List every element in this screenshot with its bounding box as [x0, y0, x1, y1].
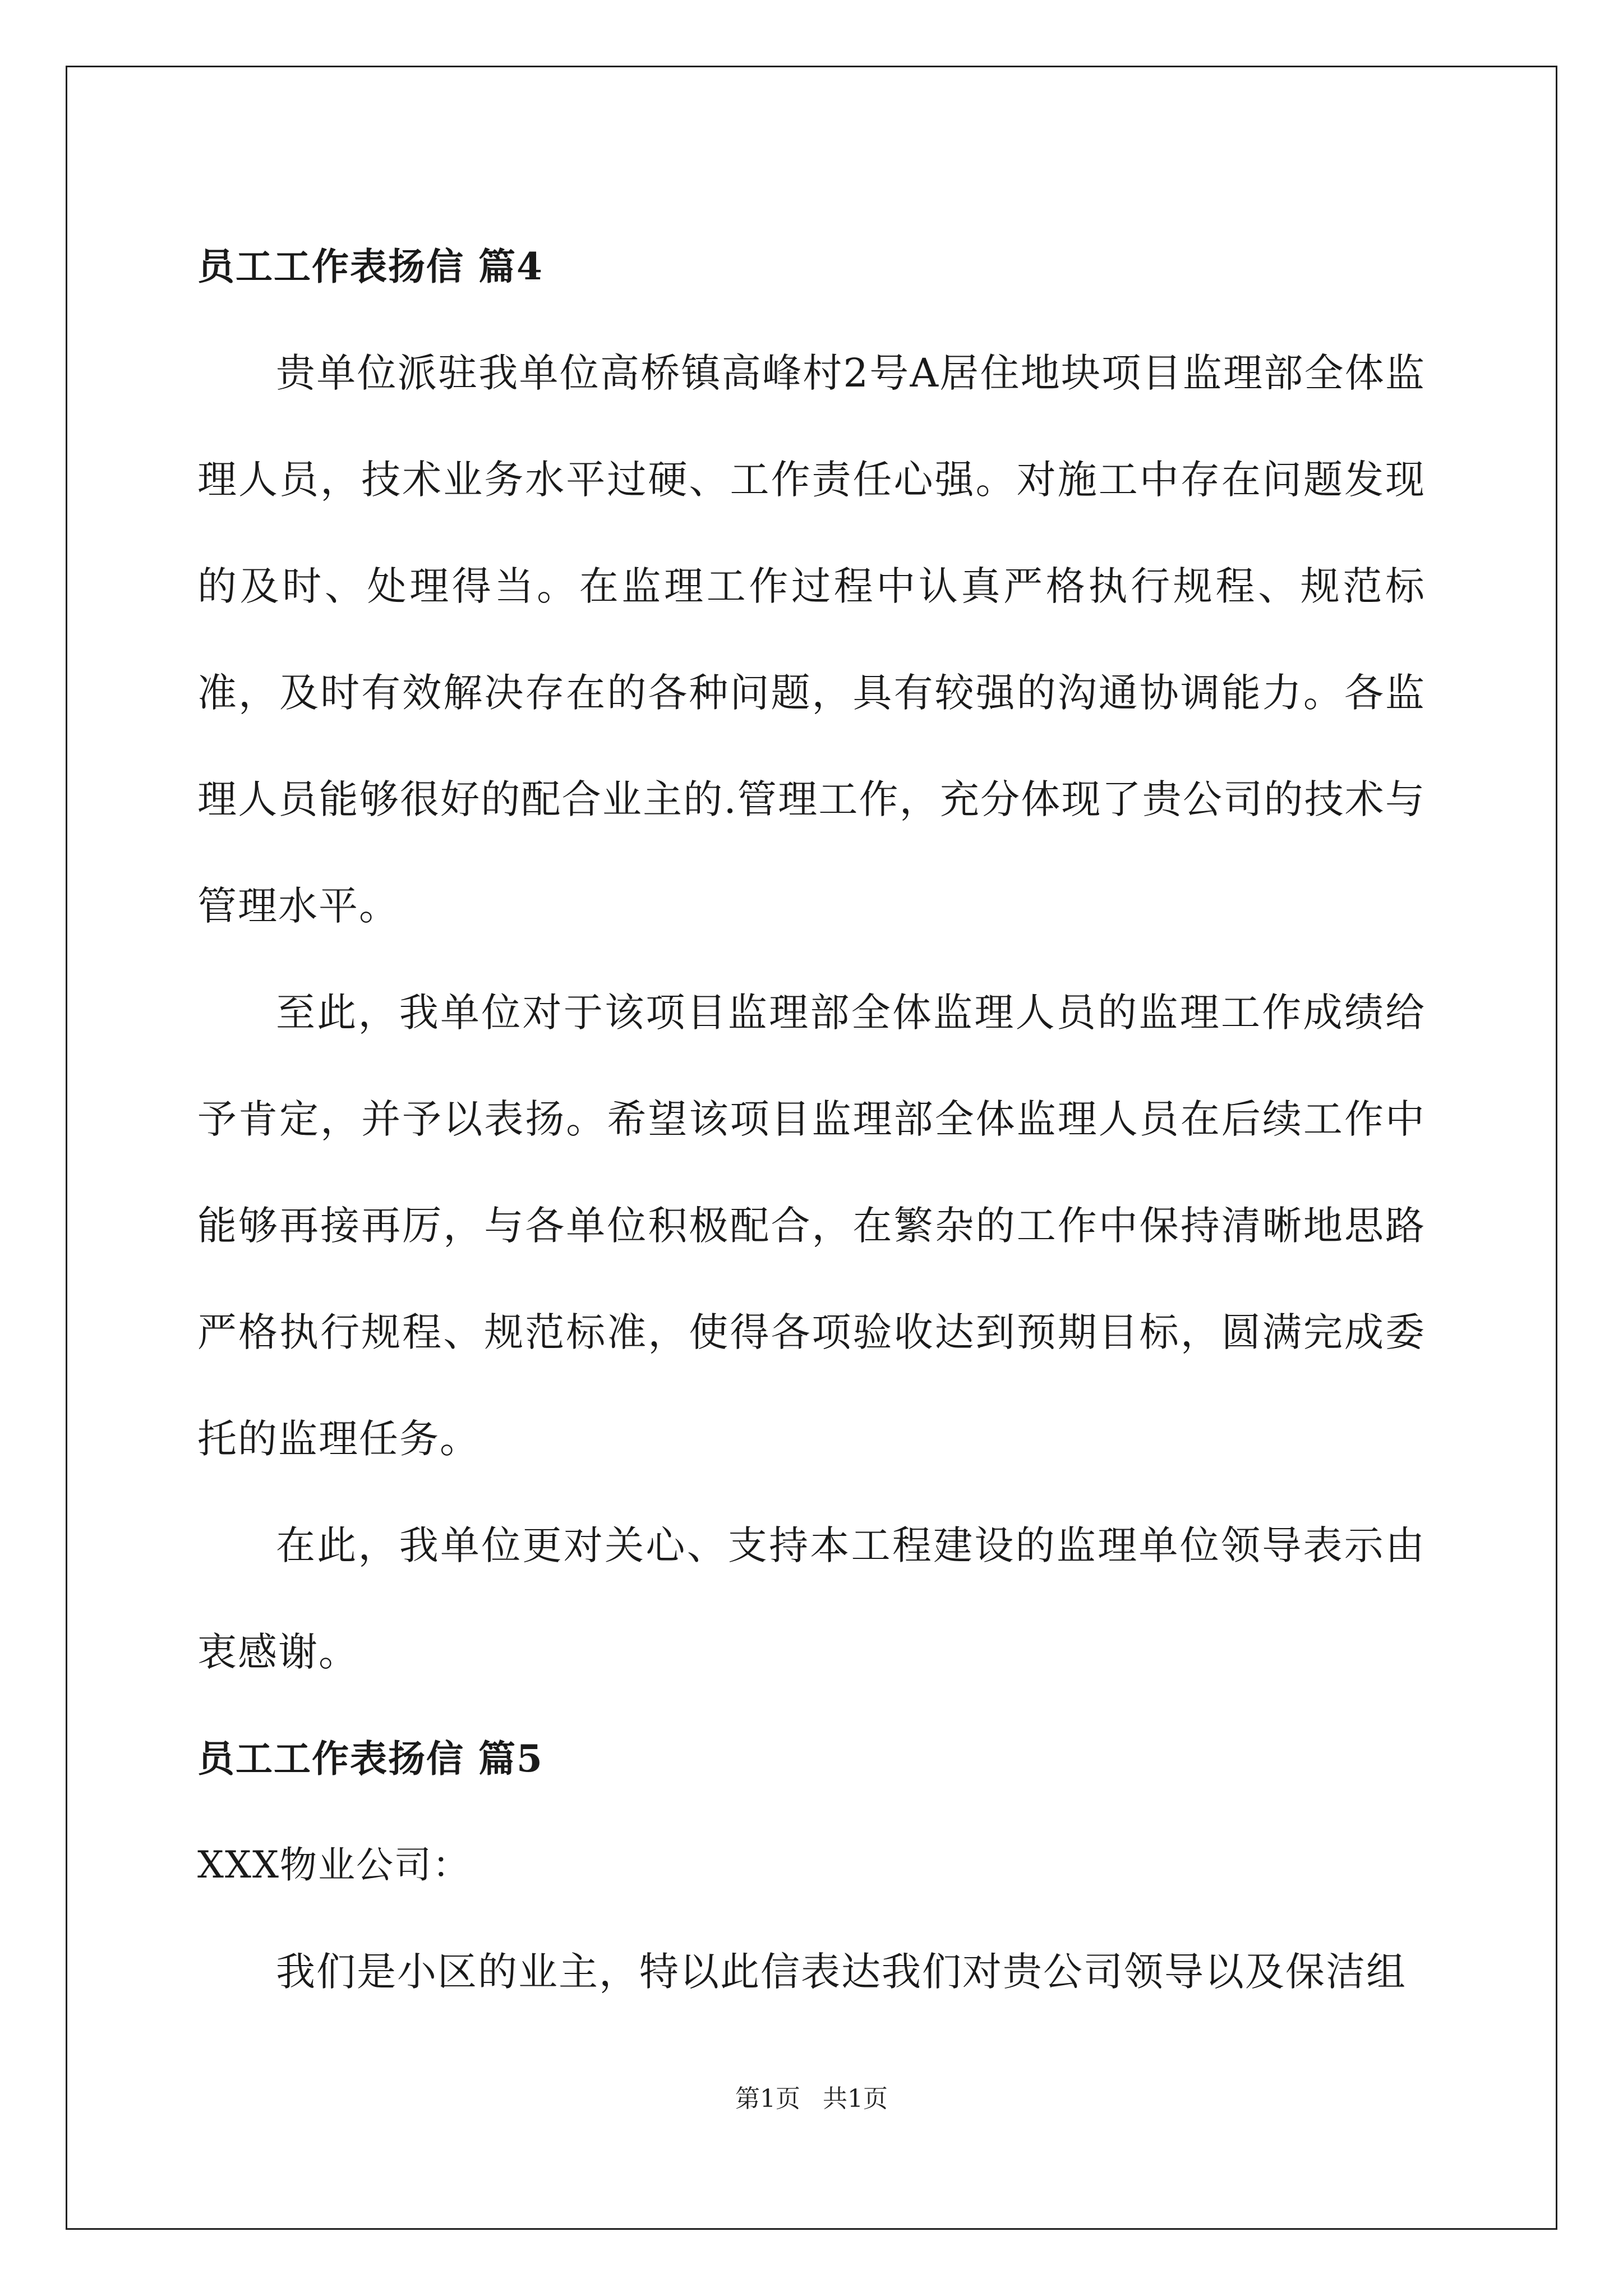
paragraph: 至此，我单位对于该项目监理部全体监理人员的监理工作成绩给予肯定，并予以表扬。希望该项目监理部全体监理人员在后续工作中能够再接再厉，与各单位积极配合，在繁杂的工作中保持清晰地思路严格执行规程、规范标准，使得各项验收达到预期目标，圆满完成委托的监理任务。 — [197, 990, 1426, 1462]
section-heading: 员工工作表扬信 篇5 — [197, 1737, 543, 1780]
page-number: 第1页 — [735, 2085, 800, 2113]
document-body — [197, 213, 1426, 2025]
paragraph: 我们是小区的业主，特以此信表达我们对贵公司领导以及保洁组 — [276, 1949, 1407, 1995]
paragraph: 贵单位派驻我单位高桥镇高峰村2号A居住地块项目监理部全体监理人员，技术业务水平过硬、工作责任心强。对施工中存在问题发现的及时、处理得当。在监理工作过程中认真严格执行规程、规范标准，及时有效解决存在的各种问题，具有较强的沟通协调能力。各监理人员能够很好的配合业主的.管理工作，充分体现了贵公司的技术与管理水平。 — [197, 350, 1426, 929]
salutation: XXX物业公司： — [197, 1843, 471, 1887]
section-heading: 员工工作表扬信 篇4 — [197, 245, 543, 288]
page-footer — [0, 2082, 1623, 2116]
page-total: 共1页 — [823, 2085, 888, 2113]
paragraph: 在此，我单位更对关心、支持本工程建设的监理单位领导表示由衷感谢。 — [197, 1522, 1426, 1675]
